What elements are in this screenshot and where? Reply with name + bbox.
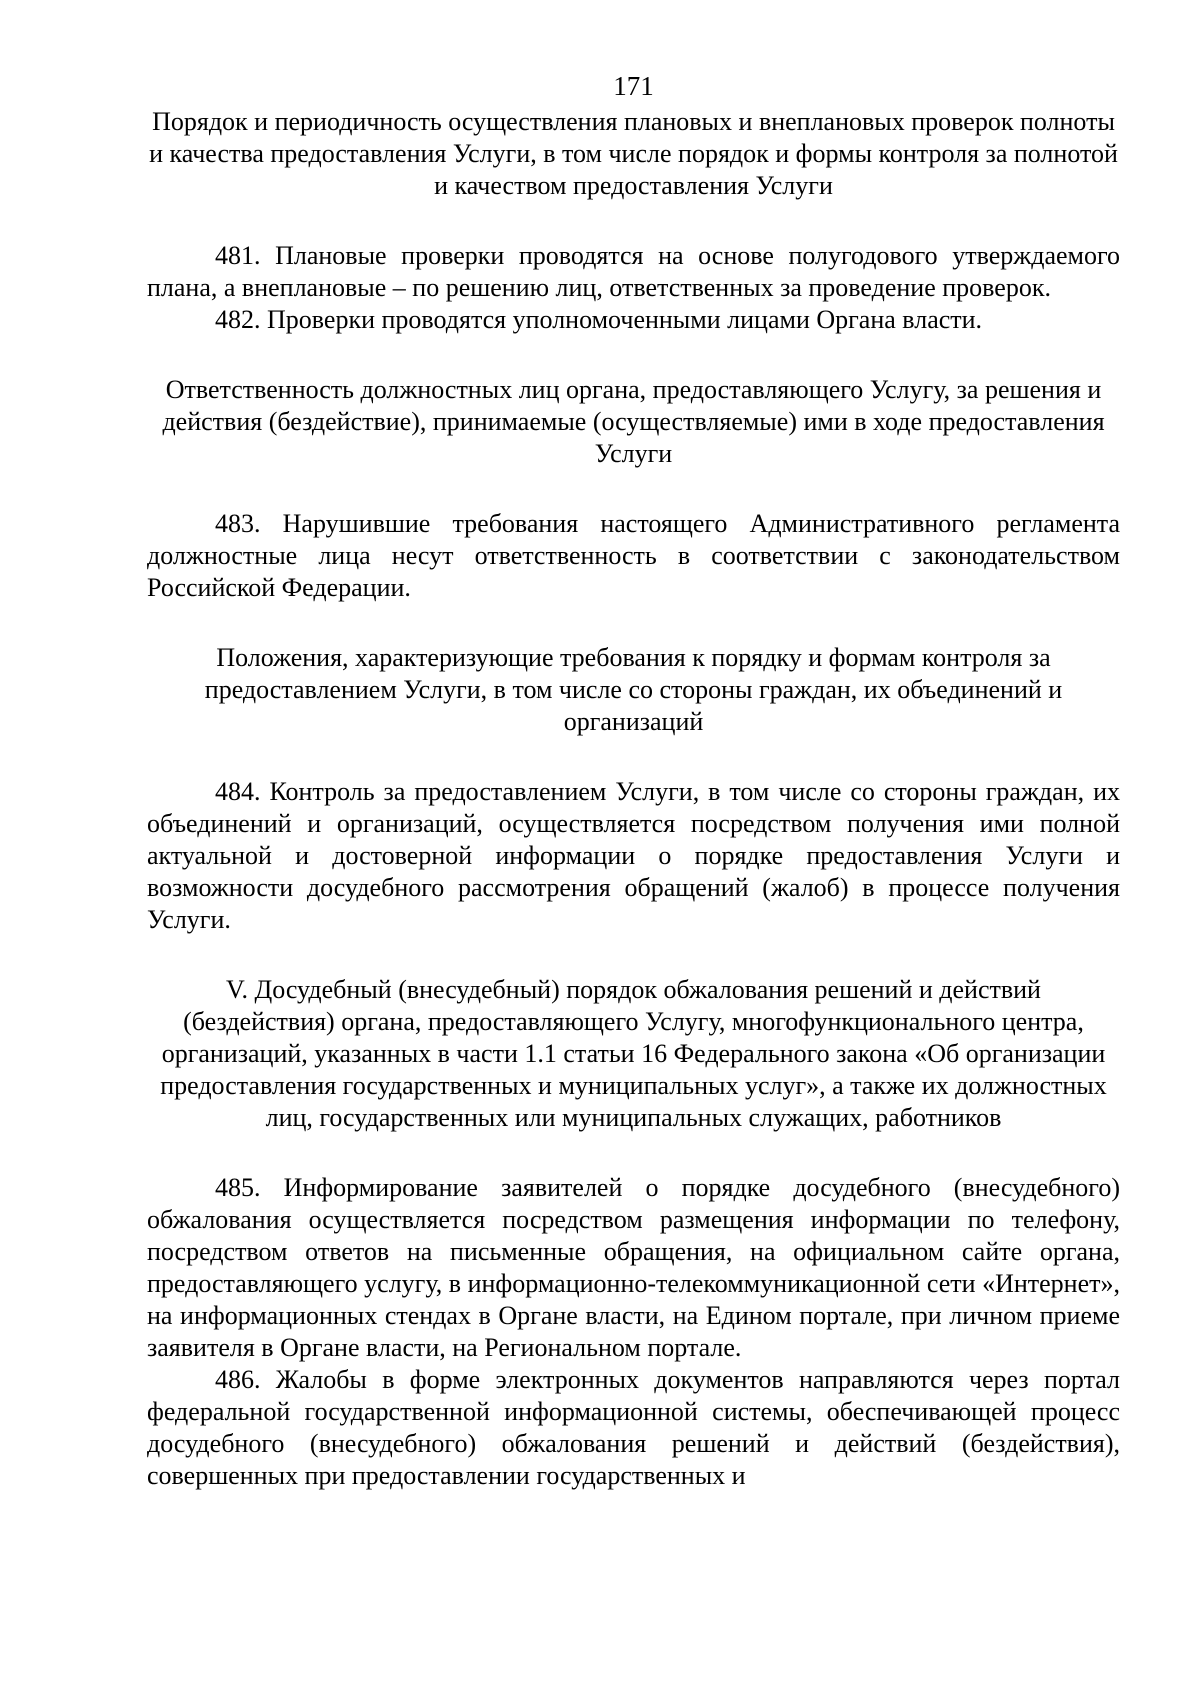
page-number: 171	[613, 71, 654, 101]
section-heading-responsibility: Ответственность должностных лиц органа, предоставляющего Услугу, за решения и действия (бездействие), принимаемые (осуществляемые) ими в ходе предоставления Услуги	[162, 375, 1105, 468]
paragraph-485: 485. Информирование заявителей о порядке досудебного (внесудебного) обжалования осуществляется посредством размещения информации по телефону, посредством ответов на письменные обращения, на официальном сайте органа, предоставляющего услугу, в информационно-телекоммуникационной сети «Интернет», на информационных стендах в Органе власти, на Едином портале, при личном приеме заявителя в Органе власти, на Региональном портале.	[147, 1173, 1120, 1362]
section-heading-pretrial-appeal: V. Досудебный (внесудебный) порядок обжалования решений и действий (бездействия) органа, предоставляющего Услугу, многофункционального центра, организаций, указанных в части 1.1 статьи 16 Федерального закона «Об организации предоставления государственных и муниципальных услуг», а также их должностных лиц, государственных или муниципальных служащих, работников	[160, 975, 1107, 1132]
section-heading-inspections: Порядок и периодичность осуществления плановых и внеплановых проверок полноты и качества предоставления Услуги, в том числе порядок и формы контроля за полнотой и качеством предоставления Услуги	[149, 107, 1118, 200]
paragraph-486: 486. Жалобы в форме электронных документов направляются через портал федеральной государственной информационной системы, обеспечивающей процесс досудебного (внесудебного) обжалования решений и действий (бездействия), совершенных при предоставлении государственных и	[147, 1365, 1120, 1490]
paragraph-483: 483. Нарушившие требования настоящего Административного регламента должностные лица несут ответственность в соответствии с законодательством Российской Федерации.	[147, 509, 1120, 602]
section-heading-control-provisions: Положения, характеризующие требования к порядку и формам контроля за предоставлением Услуги, в том числе со стороны граждан, их объединений и организаций	[204, 643, 1063, 736]
paragraph-482: 482. Проверки проводятся уполномоченными лицами Органа власти.	[215, 305, 983, 334]
paragraph-484: 484. Контроль за предоставлением Услуги, в том числе со стороны граждан, их объединений и организаций, осуществляется посредством получения ими полной актуальной и достоверной информации о порядке предоставления Услуги и возможности досудебного рассмотрения обращений (жалоб) в процессе получения Услуги.	[147, 777, 1120, 934]
paragraph-481: 481. Плановые проверки проводятся на основе полугодового утверждаемого плана, а внеплановые – по решению лиц, ответственных за проведение проверок.	[147, 241, 1120, 302]
